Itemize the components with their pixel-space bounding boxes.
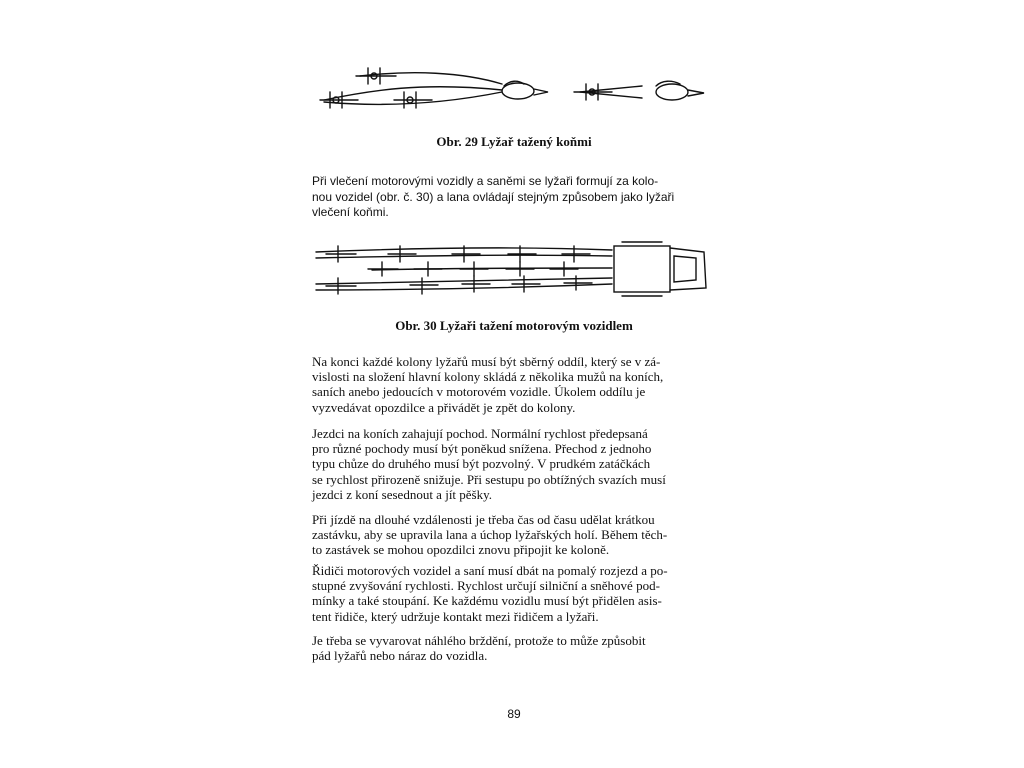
paragraph-line: mínky a také stoupání. Ke každému vozidlu musí být přidělen asis-	[312, 593, 662, 609]
paragraph-line: Na konci každé kolony lyžařů musí být sběrný oddíl, který se v zá-	[312, 354, 661, 369]
book-page	[312, 0, 716, 768]
paragraph-line: Při jízdě na dlouhé vzdálenosti je třeba čas od času udělat krátkou	[312, 512, 655, 527]
paragraph-line: jezdci z koní sesednout a jít pěšky.	[312, 486, 493, 502]
paragraph-1	[312, 174, 716, 221]
paragraph-line: Je třeba se vyvarovat náhlého brždění, protože to může způsobit	[312, 633, 646, 648]
paragraph-line: Řidiči motorových vozidel a saní musí dbát na pomalý rozjezd a po-	[312, 563, 668, 578]
paragraph-line: pád lyžařů nebo náraz do vozidla.	[312, 648, 488, 664]
figure-29-caption: Obr. 29 Lyžař tažený koňmi	[436, 134, 592, 149]
paragraph-2	[312, 354, 716, 415]
paragraph-6	[312, 633, 716, 663]
paragraph-line: tent řidiče, který udržuje kontakt mezi řidičem a lyžaři.	[312, 608, 599, 624]
paragraph-line: Při vlečení motorovými vozidly a saněmi se lyžaři formují za kolo-	[312, 174, 659, 188]
paragraph-line: Jezdci na koních zahajují pochod. Normální rychlost předepsaná	[312, 426, 648, 441]
page-number: 89	[507, 707, 521, 721]
paragraph-line: nou vozidel (obr. č. 30) a lana ovládají stejným způsobem jako lyžaři	[312, 189, 675, 204]
paragraph-line: stupné zvyšování rychlosti. Rychlost určují silniční a sněhové pod-	[312, 578, 660, 594]
paragraph-line: saních anebo jedoucích v motorovém vozidle. Úkolem oddílu je	[312, 384, 646, 400]
paragraph-line: vyzvedávat opozdilce a přivádět je zpět do kolony.	[312, 399, 576, 415]
paragraph-line: to zastávek se mohou opozdilci znovu připojit ke koloně.	[312, 542, 610, 558]
paragraph-line: typu chůze do druhého musí být pozvolný. V prudkém zatáčkách	[312, 456, 651, 472]
figure-30-caption: Obr. 30 Lyžaři tažení motorovým vozidlem	[395, 318, 633, 333]
figure-29-illustration	[312, 62, 716, 114]
paragraph-line: vlečení koňmi.	[312, 205, 389, 219]
paragraph-3	[312, 426, 716, 502]
paragraph-4	[312, 512, 716, 558]
figure-30-illustration	[312, 238, 716, 300]
paragraph-5	[312, 563, 716, 624]
paragraph-line: vislosti na složení hlavní kolony skládá z několika mužů na koních,	[312, 369, 664, 385]
paragraph-line: zastávku, aby se upravila lana a úchop lyžařských holí. Během těch-	[312, 527, 668, 543]
paragraph-line: se rychlost přirozeně snižuje. Při sestupu po obtížných svazích musí	[312, 471, 666, 487]
paragraph-line: pro různé pochody musí být poněkud snížena. Přechod z jednoho	[312, 441, 652, 457]
